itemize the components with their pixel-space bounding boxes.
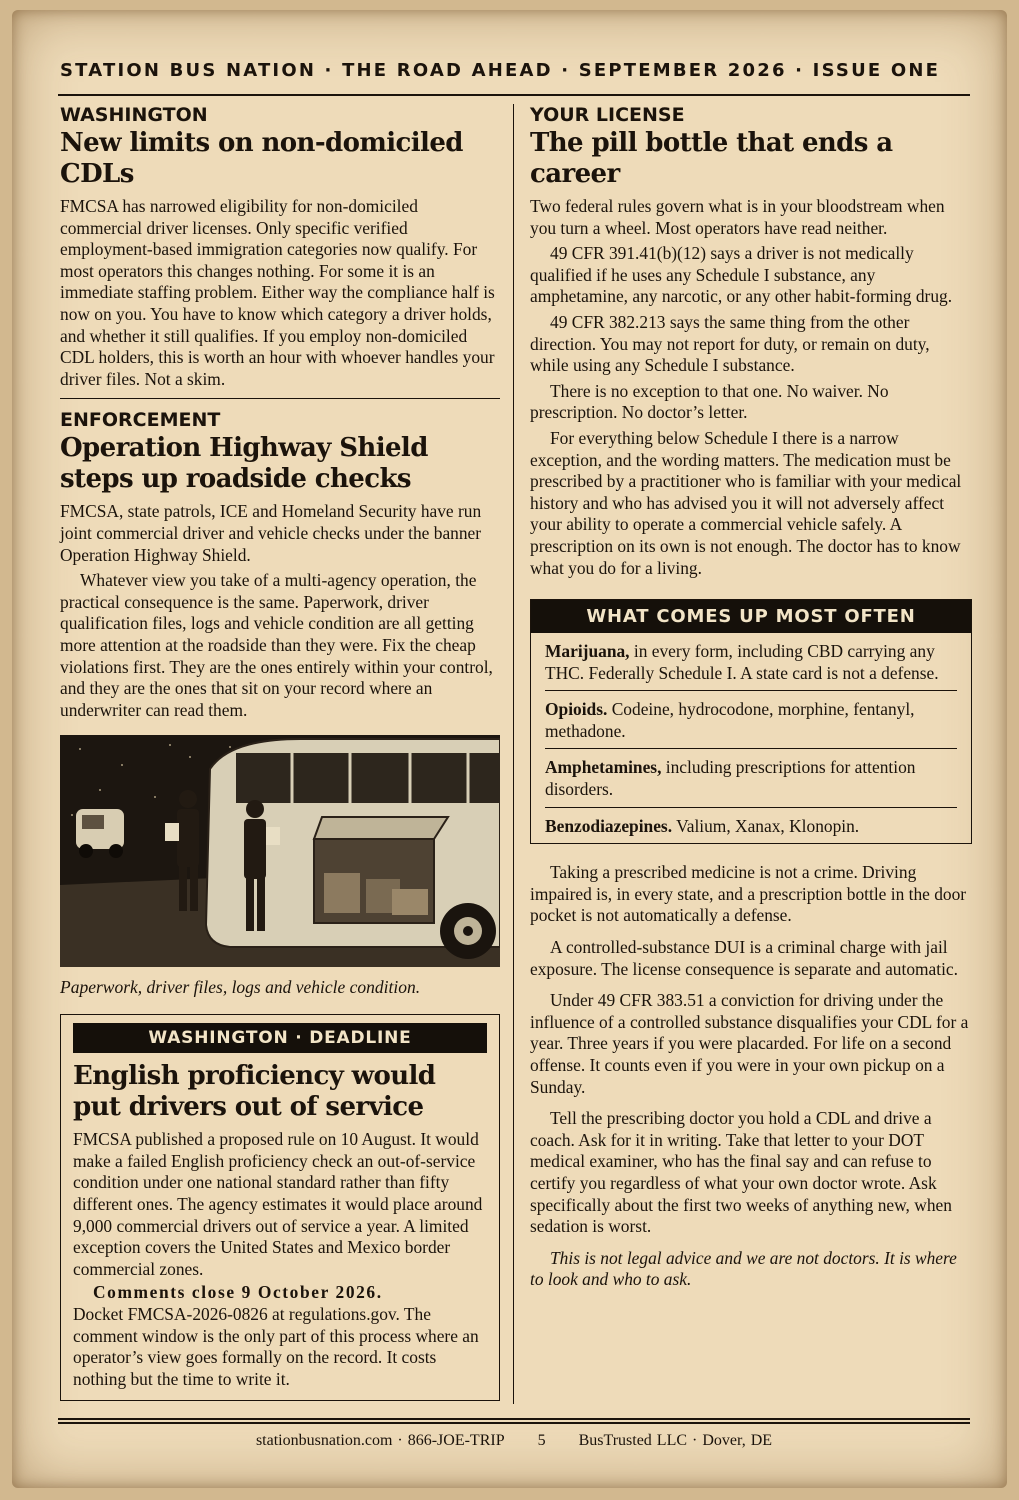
illustration-caption: Paperwork, driver files, logs and vehicle condition. (60, 977, 421, 998)
article-paragraph: A controlled-substance DUI is a criminal charge with jail exposure. The license consequence is separate and automatic. (530, 937, 958, 979)
article-paragraph: Under 49 CFR 383.51 a conviction for driving under the influence of a controlled substance disqualifies your CDL for a year. Three years if you were placarded. For life on a second offense. It counts even if you were in your own pickup on a Sunday. (530, 990, 969, 1097)
article-paragraph: Two federal rules govern what is in your bloodstream when you turn a wheel. Most operators have read neither. (530, 196, 945, 238)
deadline-box-bar: WASHINGTON · DEADLINE (73, 1023, 487, 1053)
article-paragraph: 49 CFR 382.213 says the same thing from the other direction. You may not report for duty, or remain on duty, while using any Schedule I substance. (530, 311, 930, 376)
roadside-inspection-illustration (60, 735, 500, 967)
article-paragraph: Whatever view you take of a multi-agency operation, the practical consequence is the same. Paperwork, driver qualification files, logs and vehicle condition are all getting more attention at the roadside than they were. Fix the cheap violations first. They are the ones entirely within your control, and they are the ones that sit on your record where an underwriter can read them. (60, 570, 493, 720)
article-non-domiciled-cdls (60, 104, 500, 390)
article-headline: English proficiency would put drivers out of service (73, 1061, 436, 1123)
common-substances-box (530, 599, 972, 844)
article-paragraph: Docket FMCSA-2026-0826 at regulations.gov. The comment window is the only part of this process where an operator’s view goes formally on the record. It costs nothing but the time to write it. (73, 1304, 479, 1389)
list-item (545, 633, 957, 691)
article-prescriptions-continued (530, 862, 972, 1291)
list-item-term: Amphetamines, (545, 757, 662, 778)
page-footer (58, 1432, 970, 1450)
column-divider (513, 104, 514, 1404)
article-paragraph: For everything below Schedule I there is a narrow exception, and the wording matters. The medication must be prescribed by a practitioner who is familiar with your medical history and who has advised you it will not adversely affect your ability to operate a commercial vehicle safely. A prescription on its own is not enough. The doctor has to know what you do for a living. (530, 427, 962, 578)
list-item-text: Valium, Xanax, Klonopin. (672, 815, 860, 836)
article-kicker: YOUR LICENSE (530, 104, 685, 126)
article-paragraph: Taking a prescribed medicine is not a crime. Driving impaired is, in every state, and a prescription bottle in the door pocket is not automatically a defense. (530, 862, 967, 926)
masthead-rule (58, 94, 970, 96)
article-headline: Operation Highway Shield steps up roadside checks (60, 433, 428, 495)
list-item-text: Codeine, hydrocodone, morphine, fentanyl, methadone. (545, 699, 915, 741)
list-item-term: Opioids. (545, 699, 608, 720)
right-column (530, 104, 972, 1291)
footer-rule-double (58, 1422, 970, 1424)
left-column (60, 104, 500, 1401)
article-paragraph: FMCSA, state patrols, ICE and Homeland Security have run joint commercial driver and vehicle checks under the banner Operation Highway Shield. (60, 501, 482, 565)
footer-publisher: BusTrusted LLC · Dover, DE (578, 1432, 773, 1449)
list-item (545, 749, 957, 807)
comment-deadline: Comments close 9 October 2026. (93, 1282, 383, 1303)
article-body: FMCSA has narrowed eligibility for non-domiciled commercial driver licenses. Only specific verified employment-based immigration categories now qualify. For most operators this changes nothing. For some it is an immediate staffing problem. Either way the compliance half is now on you. You have to know which category a driver holds, and whether it still qualifies. If you employ non-domiciled CDL holders, this is worth an hour with whoever handles your driver files. Not a skim. (60, 196, 495, 389)
article-paragraph: 49 CFR 391.41(b)(12) says a driver is not medically qualified if he uses any Schedule I substance, any amphetamine, any narcotic, or any other habit-forming drug. (530, 243, 953, 307)
article-kicker: WASHINGTON (60, 104, 208, 126)
list-item-text: including prescriptions for attention disorders. (545, 757, 916, 800)
disclaimer-note: This is not legal advice and we are not doctors. It is where to look and who to ask. (530, 1247, 957, 1290)
article-headline: The pill bottle that ends a career (530, 128, 893, 189)
article-paragraph: There is no exception to that one. No waiver. No prescription. No doctor’s letter. (530, 380, 889, 423)
page-number: 5 (537, 1432, 546, 1449)
article-highway-shield (60, 409, 500, 998)
footer-contact: stationbusnation.com · 866-JOE-TRIP (255, 1432, 505, 1449)
common-substances-bar: WHAT COMES UP MOST OFTEN (531, 600, 971, 633)
article-kicker: ENFORCEMENT (60, 409, 221, 432)
list-item-text: in every form, including CBD carrying any THC. Federally Schedule I. A state card is not a defense. (545, 641, 939, 683)
masthead: STATION BUS NATION · THE ROAD AHEAD · SEPTEMBER 2026 · ISSUE ONE (60, 60, 941, 81)
list-item (545, 691, 957, 749)
article-paragraph: FMCSA published a proposed rule on 10 August. It would make a failed English proficiency check an out-of-service condition under one national standard rather than fifty different ones. The agency estimates it would place around 9,000 commercial drivers out of service a year. A limited exception covers the United States and Mexico border commercial zones. (73, 1129, 483, 1279)
list-item (545, 808, 957, 844)
article-paragraph: Tell the prescribing doctor you hold a CDL and drive a coach. Ask for it in writing. Take that letter to your DOT medical examiner, who has the final say and can refuse to certify you regardless of what your own doctor wrote. Ask specifically about the first two weeks of anything new, when sedation is worst. (530, 1108, 952, 1237)
deadline-box (60, 1014, 500, 1401)
footer-rule (58, 1418, 970, 1420)
list-item-term: Benzodiazepines. (545, 815, 673, 836)
list-item-term: Marijuana, (545, 641, 630, 662)
article-pill-bottle (530, 104, 972, 579)
section-rule (60, 398, 500, 399)
article-headline: New limits on non-domiciled CDLs (60, 128, 463, 189)
